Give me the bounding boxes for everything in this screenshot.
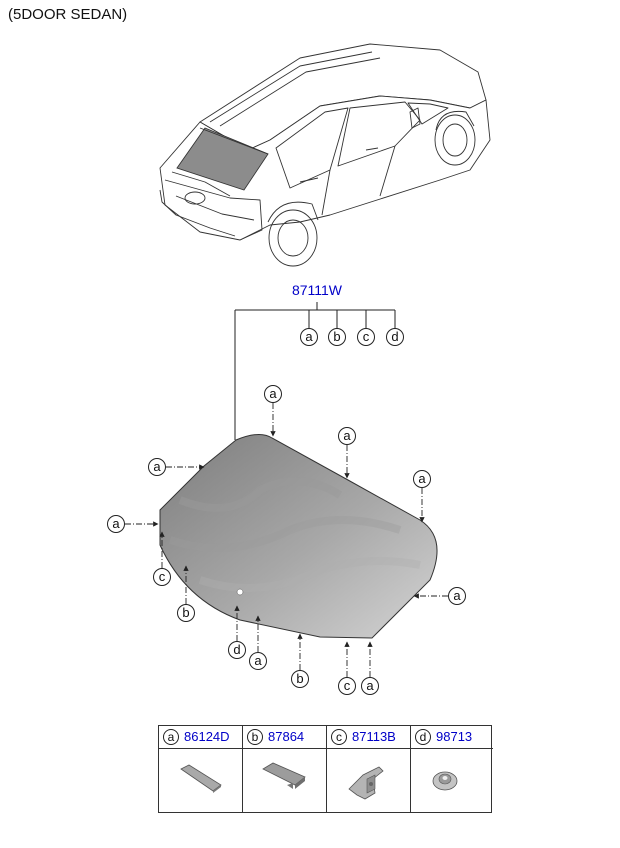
callout-a-16[interactable]: a [361,677,379,695]
rear-windshield-glass[interactable] [160,434,437,638]
legend-part-number-d[interactable]: 98713 [436,729,473,744]
legend-cell-b [243,726,327,812]
callout-a-6[interactable]: a [413,470,431,488]
page-title: (5DOOR SEDAN) [8,6,128,23]
assembly-bracket [235,302,395,440]
callout-a-8[interactable]: a [107,515,125,533]
legend-part-number-a[interactable]: 86124D [184,729,230,744]
bracket-icon [327,749,410,812]
callout-c-15[interactable]: c [338,677,356,695]
legend-cell-a [159,726,243,812]
tape-strip-icon [159,749,242,812]
assembly-part-number-link[interactable]: 87111W [291,282,343,298]
legend-cell-c [327,726,411,812]
parts-legend-table [158,725,492,813]
legend-letter-d: d [415,729,431,745]
legend-letter-c: c [331,729,347,745]
callout-a-5[interactable]: a [338,427,356,445]
legend-letter-b: b [247,729,263,745]
callout-c-2[interactable]: c [357,328,375,346]
pad-strip-icon [243,749,326,812]
glass-mounting-hole [237,589,243,595]
callout-c-9[interactable]: c [153,568,171,586]
callout-d-12[interactable]: d [228,641,246,659]
callout-b-1[interactable]: b [328,328,346,346]
legend-part-number-b[interactable]: 87864 [268,729,305,744]
legend-cell-d [411,726,493,812]
legend-part-number-c[interactable]: 87113B [352,729,396,744]
callout-a-11[interactable]: a [448,587,466,605]
callout-b-10[interactable]: b [177,604,195,622]
callout-a-4[interactable]: a [264,385,282,403]
callout-d-3[interactable]: d [386,328,404,346]
callout-a-7[interactable]: a [148,458,166,476]
grommet-icon [411,749,493,812]
callout-b-14[interactable]: b [291,670,309,688]
callout-a-0[interactable]: a [300,328,318,346]
callout-a-13[interactable]: a [249,652,267,670]
legend-letter-a: a [163,729,179,745]
